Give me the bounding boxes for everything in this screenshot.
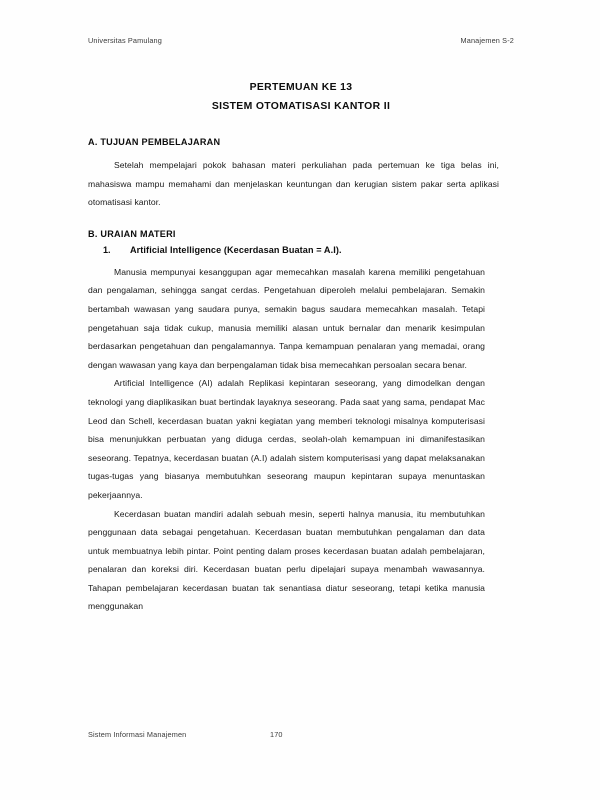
footer-page-number: 170 bbox=[270, 730, 283, 739]
title-line-2: SISTEM OTOMATISASI KANTOR II bbox=[211, 101, 391, 112]
subsection-heading-1 bbox=[88, 245, 514, 255]
footer-course-title: Sistem Informasi Manajemen bbox=[88, 730, 187, 739]
title-line-1: PERTEMUAN KE 13 bbox=[249, 82, 353, 93]
subsection-number: 1. bbox=[103, 244, 111, 255]
running-head-left: Universitas Pamulang bbox=[88, 36, 162, 45]
subsection-paragraph-2: Artificial Intelligence (AI) adalah Replikasi kepintaran seseorang, yang dimodelkan dengan teknologi yang diaplikasikan buat bertindak layaknya seseorang. Pada saat yang sama, pendapat Mac Leod dan Schell, kecerdasan buatan yakni kegiatan yang memberi teknologi misalnya komputerisasi bisa menunjukkan perbuatan yang diduga cerdas, seolah-olah kemampuan ini dimanifestasikan seseorang. Tepatnya, kecerdasan buatan (A.I) adalah sistem komputerisasi yang dapat melaksanakan tugas-tugas yang biasanya membutuhkan seseorang maupun kepintaran supaya menuntaskan pekerjaannya. bbox=[88, 378, 485, 500]
running-head bbox=[88, 36, 514, 45]
document-content bbox=[88, 137, 514, 616]
section-heading-a: A. TUJUAN PEMBELAJARAN bbox=[88, 137, 221, 147]
subsection-paragraph-1: Manusia mempunyai kesanggupan agar memecahkan masalah karena memiliki pengetahuan dan pengalaman, sehingga sangat cerdas. Pengetahuan diperoleh melalui pembelajaran. Semakin bertambah wawasan yang saudara punya, semakin bagus saudara memecahkan masalah. Tetapi pengetahuan saja tidak cukup, manusia memiliki alasan untuk bernalar dan menarik kesimpulan berdasarkan pengetahuan dan pengalamannya. Tanpa kemampuan penalaran yang memadai, orang dengan wawasan yang kaya dan berpengalaman tidak bisa memecahkan persoalan secara benar. bbox=[88, 266, 485, 370]
section-a-paragraph: Setelah mempelajari pokok bahasan materi perkuliahan pada pertemuan ke tiga belas ini, mahasiswa mampu memahami dan menjelaskan keuntungan dan kerugian sistem pakar serta aplikasi otomatisasi kantor. bbox=[88, 160, 499, 208]
subsection-paragraph-3: Kecerdasan buatan mandiri adalah sebuah mesin, seperti halnya manusia, itu membutuhkan penggunaan data sebagai pengetahuan. Kecerdasan buatan membutuhkan pengalaman dan data untuk membuatnya lebih pintar. Point penting dalam proses kecerdasan buatan adalah pembelajaran, penalaran dan koreksi diri. Kecerdasan buatan perlu dipelajari supaya menambah wawasannya. Tahapan pembelajaran kecerdasan buatan tak senantiasa diatur seseorang, tetapi ketika manusia menggunakan bbox=[88, 508, 485, 612]
page-title bbox=[88, 78, 514, 116]
subsection-title: Artificial Intelligence (Kecerdasan Buatan = A.I). bbox=[130, 244, 342, 255]
section-heading-b: B. URAIAN MATERI bbox=[88, 228, 176, 239]
running-head-right: Manajemen S-2 bbox=[460, 36, 514, 45]
